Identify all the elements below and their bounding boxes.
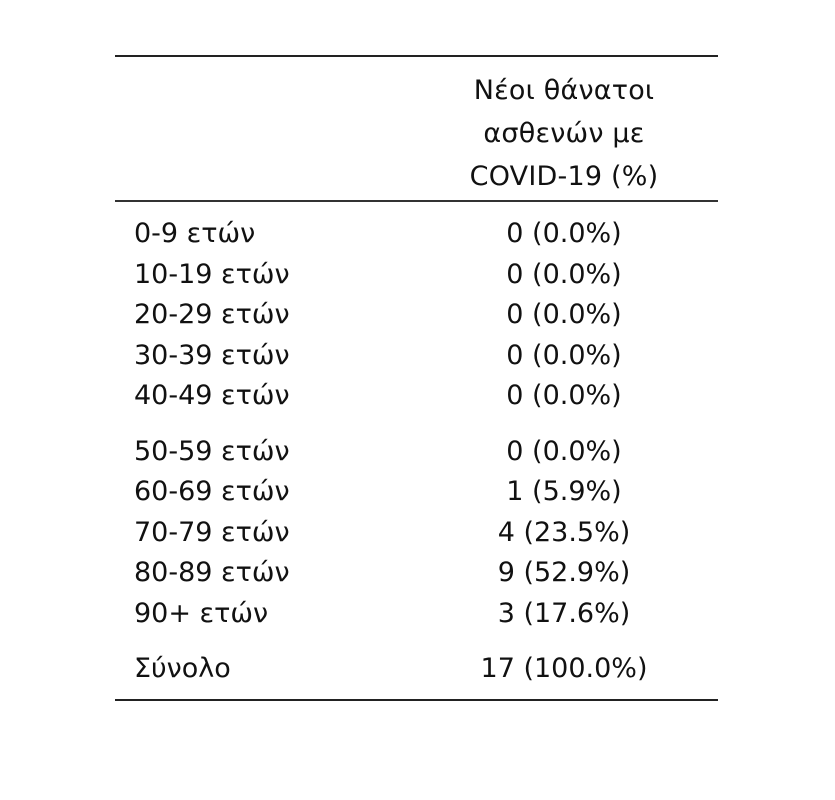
total-label: Σύνολο (134, 653, 231, 685)
age-label: 50-59 ετών (134, 435, 290, 467)
total-value: 17 (100.0%) (480, 653, 648, 685)
table-row (115, 472, 718, 513)
table-row (115, 553, 718, 594)
age-label: 0-9 ετών (134, 218, 256, 250)
total-row (115, 649, 718, 690)
table-body (115, 202, 718, 690)
deaths-value: 3 (17.6%) (497, 597, 631, 629)
age-label: 40-49 ετών (134, 380, 290, 412)
deaths-value: 0 (0.0%) (506, 339, 622, 371)
table-row (115, 593, 718, 634)
table-row (115, 214, 718, 255)
age-label: 10-19 ετών (134, 258, 290, 290)
table-row (115, 376, 718, 417)
table-row (115, 295, 718, 336)
age-label: 80-89 ετών (134, 557, 290, 589)
deaths-value: 9 (52.9%) (497, 557, 631, 589)
table-header (115, 57, 718, 200)
deaths-value: 0 (0.0%) (506, 380, 622, 412)
table-row (115, 254, 718, 295)
age-label: 70-79 ετών (134, 516, 290, 548)
table-row (115, 431, 718, 472)
deaths-value: 0 (0.0%) (506, 218, 622, 250)
bottom-rule (115, 699, 718, 701)
column-header-new-deaths: Νέοι θάνατοι ασθενών με COVID-19 (%) (469, 75, 659, 192)
age-label: 90+ ετών (134, 597, 269, 629)
deaths-value: 1 (5.9%) (506, 476, 622, 508)
age-label: 20-29 ετών (134, 299, 290, 331)
deaths-value: 0 (0.0%) (506, 435, 622, 467)
deaths-value: 0 (0.0%) (506, 299, 622, 331)
age-label: 60-69 ετών (134, 476, 290, 508)
age-label: 30-39 ετών (134, 339, 290, 371)
age-group-block-2 (115, 431, 718, 634)
deaths-value: 4 (23.5%) (497, 516, 631, 548)
table-row (115, 335, 718, 376)
age-group-block-1 (115, 214, 718, 417)
deaths-by-age-table (115, 55, 718, 701)
deaths-value: 0 (0.0%) (506, 258, 622, 290)
table-row (115, 512, 718, 553)
